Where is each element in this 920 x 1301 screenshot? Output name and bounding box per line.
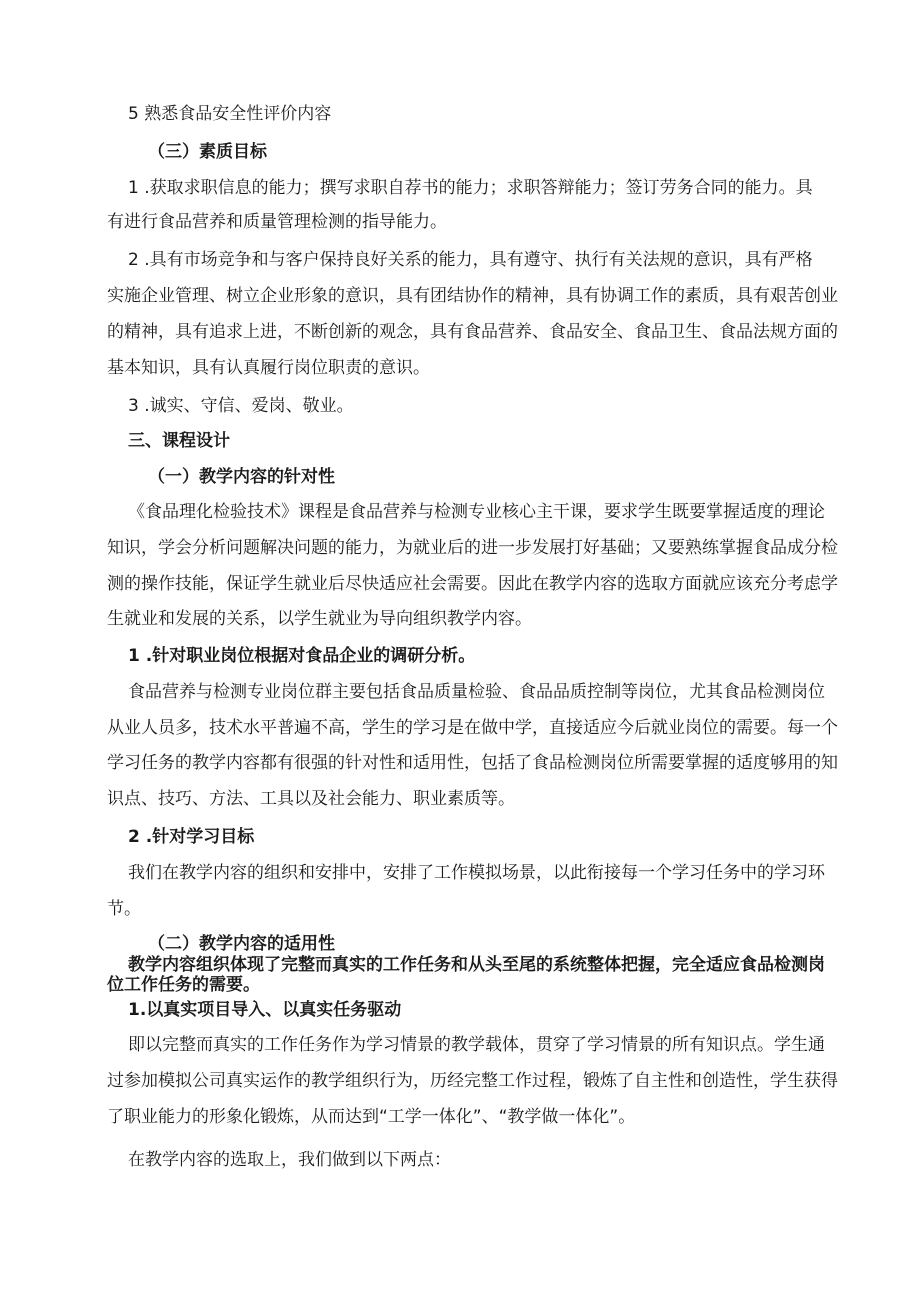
paragraph-7-line-3: 了职业能力的形象化锻炼，从而达到“工学一体化”、“教学做一体化”。	[107, 1107, 636, 1127]
paragraph-5-line-2: 节。	[107, 899, 141, 919]
paragraph-4-line-1: 食品营养与检测专业岗位群主要包括食品质量检验、食品品质控制等岗位，尤其食品检测岗位	[128, 682, 825, 702]
paragraph-3-line-3: 测的操作技能，保证学生就业后尽快适应社会需要。因此在教学内容的选取方面就应该充分考虑学	[107, 574, 838, 594]
paragraph-2-line-2: 实施企业管理、树立企业形象的意识，具有团结协作的精神，具有协调工作的素质，具有艰苦创业	[107, 286, 838, 306]
paragraph-8-line-1: 在教学内容的选取上，我们做到以下两点：	[128, 1150, 451, 1170]
numbered-heading-real-projects: 1.以真实项目导入、以真实任务驱动	[128, 1000, 402, 1020]
subsection-heading-relevance: （一）教学内容的针对性	[148, 467, 335, 487]
paragraph-2-line-1: 2 .具有市场竞争和与客户保持良好关系的能力，具有遵守、执行有关法规的意识，具有严格	[128, 250, 813, 270]
paragraph-7-line-2: 过参加模拟公司真实运作的教学组织行为，历经完整工作过程，锻炼了自主性和创造性，学生获得	[107, 1071, 838, 1091]
paragraph-4-line-3: 学习任务的教学内容都有很强的针对性和适用性，包括了食品检测岗位所需要掌握的适度够用的知	[107, 753, 838, 773]
list-item-5: 5 熟悉食品安全性评价内容	[128, 104, 332, 124]
paragraph-2-line-3: 的精神，具有追求上进，不断创新的观念，具有食品营养、食品安全、食品卫生、食品法规方面的	[107, 322, 838, 342]
paragraph-2-line-4: 基本知识，具有认真履行岗位职责的意识。	[107, 358, 430, 378]
numbered-heading-2: 2 .针对学习目标	[128, 827, 255, 847]
paragraph-3-line-2: 知识，学会分析问题解决问题的能力，为就业后的进一步发展打好基础；又要熟练掌握食品成分检	[107, 538, 838, 558]
paragraph-7-line-1: 即以完整而真实的工作任务作为学习情景的教学载体，贯穿了学习情景的所有知识点。学生通	[128, 1035, 825, 1055]
paragraph-1-line-1: 1 .获取求职信息的能力；撰写求职自荐书的能力；求职答辩能力；签订劳务合同的能力。具	[128, 178, 813, 198]
paragraph-3-line-1: 《食品理化检验技术》课程是食品营养与检测专业核心主干课，要求学生既要掌握适度的理论	[128, 502, 825, 522]
list-item-3: 3 .诚实、守信、爱岗、敬业。	[128, 396, 354, 416]
paragraph-6-line-1: 教学内容组织体现了完整而真实的工作任务和从头至尾的系统整体把握，完全适应食品检测岗	[128, 955, 825, 975]
paragraph-4-line-2: 从业人员多，技术水平普遍不高，学生的学习是在做中学，直接适应今后就业岗位的需要。每一个	[107, 718, 838, 738]
section-heading-course-design: 三、课程设计	[128, 431, 230, 451]
paragraph-3-line-4: 生就业和发展的关系，以学生就业为导向组织教学内容。	[107, 609, 532, 629]
subsection-heading-applicability: （二）教学内容的适用性	[148, 934, 335, 954]
section-heading-quality-goals: （三）素质目标	[148, 142, 267, 162]
paragraph-6-line-2: 位工作任务的需要。	[107, 975, 260, 995]
paragraph-4-line-4: 识点、技巧、方法、工具以及社会能力、职业素质等。	[107, 789, 515, 809]
paragraph-5-line-1: 我们在教学内容的组织和安排中，安排了工作模拟场景，以此衔接每一个学习任务中的学习环	[128, 863, 825, 883]
numbered-heading-1: 1 .针对职业岗位根据对食品企业的调研分析。	[128, 646, 476, 666]
paragraph-1-line-2: 有进行食品营养和质量管理检测的指导能力。	[107, 212, 447, 232]
